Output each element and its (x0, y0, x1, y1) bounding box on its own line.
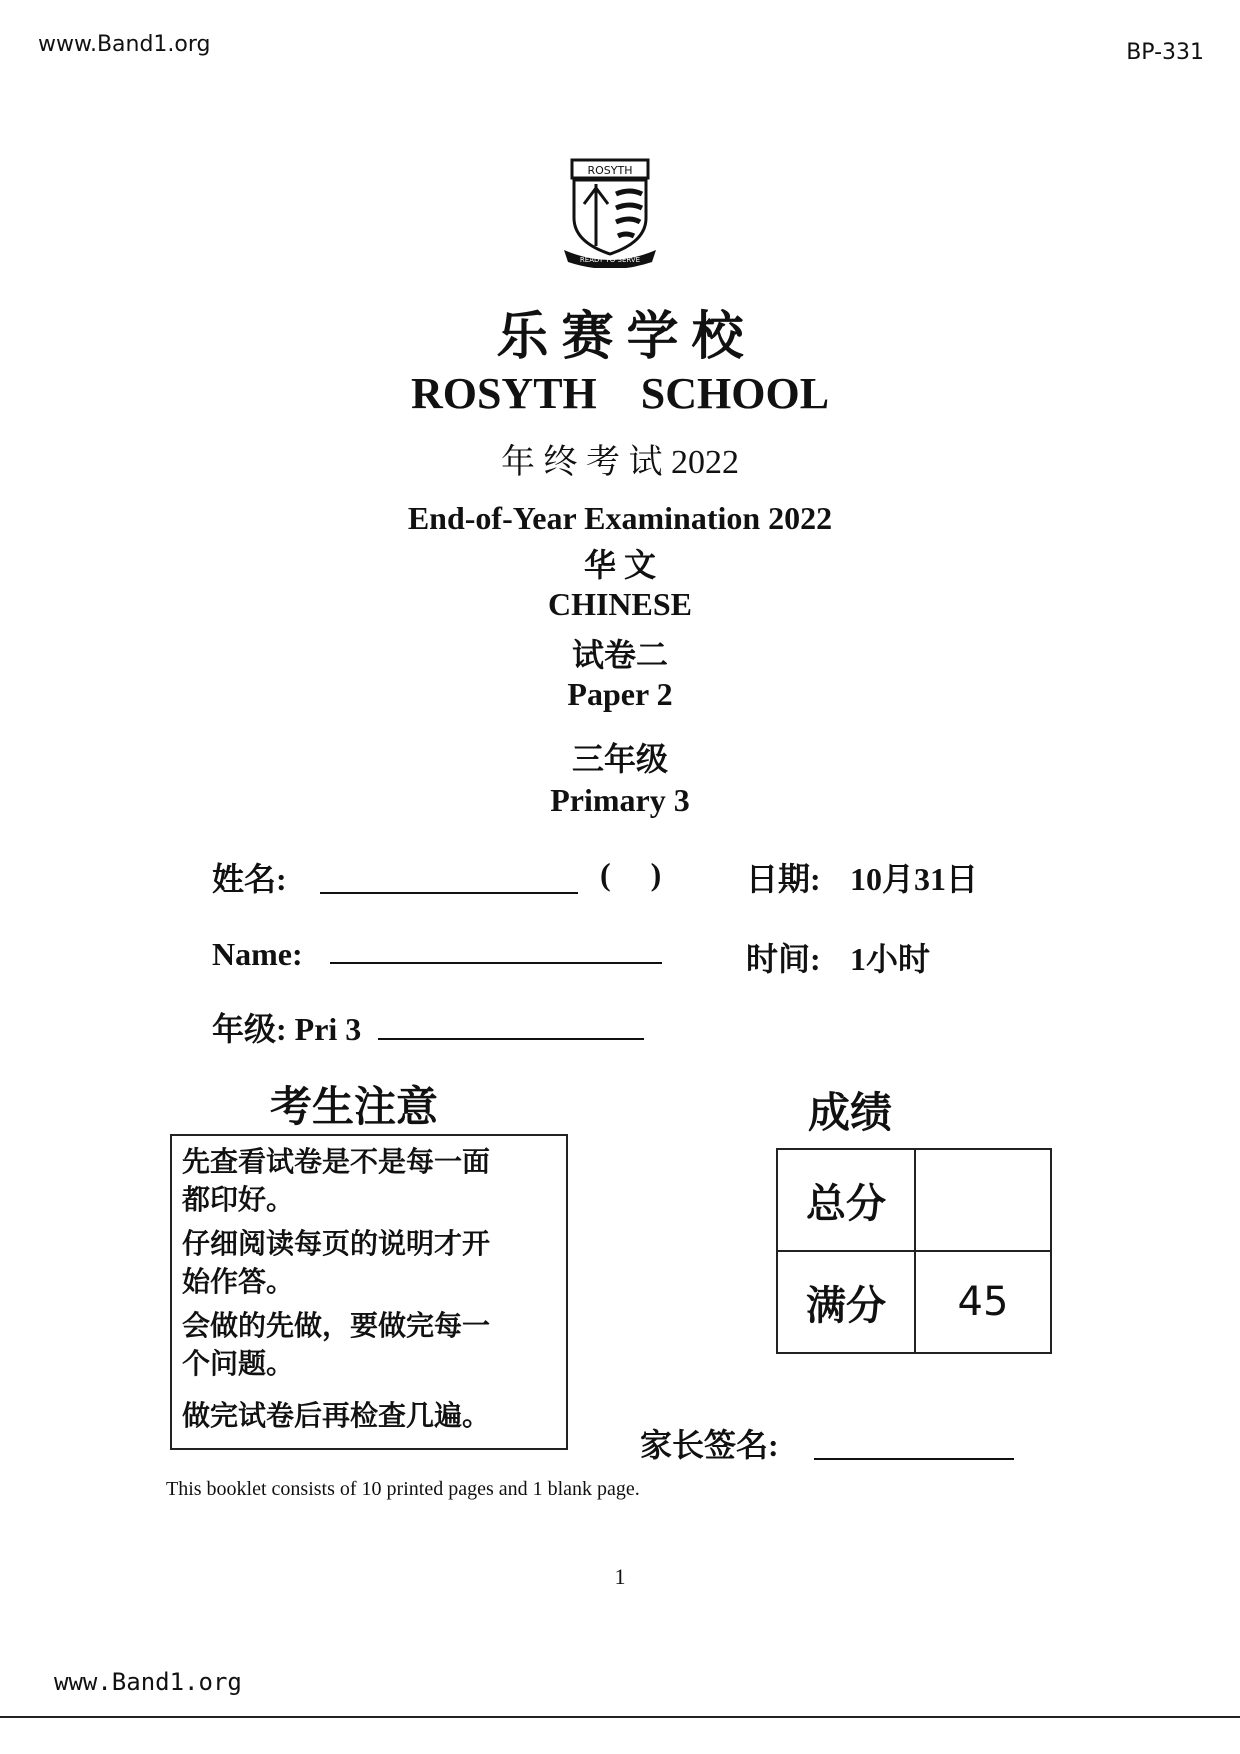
total-score-label: 总分 (777, 1149, 915, 1251)
total-score-row (777, 1149, 1051, 1251)
name-english-label: Name: (212, 936, 303, 972)
total-score-value (915, 1149, 1051, 1251)
class-label: 年级: Pri 3 (212, 1011, 362, 1047)
parent-signature-field[interactable] (814, 1458, 1014, 1460)
name-chinese-label: 姓名: (212, 861, 287, 897)
name-chinese-field[interactable] (320, 892, 578, 894)
date-value: 10月31日 (850, 861, 979, 897)
time-label: 时间: (746, 941, 821, 977)
full-score-value: 45 (915, 1251, 1051, 1353)
score-heading: 成绩 (808, 1091, 893, 1137)
school-crest (560, 158, 660, 273)
paper-english: Paper 2 (567, 676, 673, 712)
time-value: 1小时 (850, 941, 931, 977)
notice-item: 先查看试卷是不是每一面都印好。 (182, 1147, 491, 1216)
exam-title-chinese: 年 终 考 试 2022 (501, 444, 739, 481)
exam-title-english: End-of-Year Examination 2022 (407, 500, 833, 536)
document-code: BP-331 (1126, 40, 1204, 65)
notice-box (170, 1134, 568, 1450)
watermark-top: www.Band1.org (38, 32, 211, 57)
register-number-brackets: ( ) (600, 856, 662, 892)
date-label: 日期: (746, 861, 821, 897)
booklet-page-count-note: This booklet consists of 10 printed pages and 1 blank page. (166, 1478, 640, 1500)
school-name-english: ROSYTH SCHOOL (410, 369, 830, 418)
crest-name-text: ROSYTH (587, 164, 633, 177)
notice-item: 做完试卷后再检查几遍。 (182, 1401, 491, 1432)
level-chinese: 三年级 (571, 741, 668, 777)
notice-item: 仔细阅读每页的说明才开始作答。 (182, 1229, 491, 1298)
class-field[interactable] (378, 1038, 644, 1040)
name-english-field[interactable] (330, 962, 662, 964)
score-table (776, 1148, 1052, 1354)
full-score-row (777, 1251, 1051, 1353)
subject-chinese: 华 文 (583, 547, 656, 583)
watermark-bottom: www.Band1.org (54, 1668, 242, 1696)
page-number: 1 (614, 1564, 626, 1589)
full-score-label: 满分 (777, 1251, 915, 1353)
school-name-chinese: 乐 赛 学 校 (496, 309, 744, 366)
bottom-rule (0, 1716, 1240, 1718)
notice-heading: 考生注意 (270, 1085, 439, 1131)
paper-chinese: 试卷二 (571, 637, 668, 673)
parent-signature-label: 家长签名: (640, 1427, 779, 1463)
level-english: Primary 3 (550, 782, 690, 818)
crest-motto-text: READY TO SERVE (579, 256, 641, 264)
notice-list (182, 1144, 502, 1436)
notice-item: 会做的先做，要做完每一个问题。 (182, 1311, 491, 1380)
subject-english: CHINESE (547, 586, 693, 622)
